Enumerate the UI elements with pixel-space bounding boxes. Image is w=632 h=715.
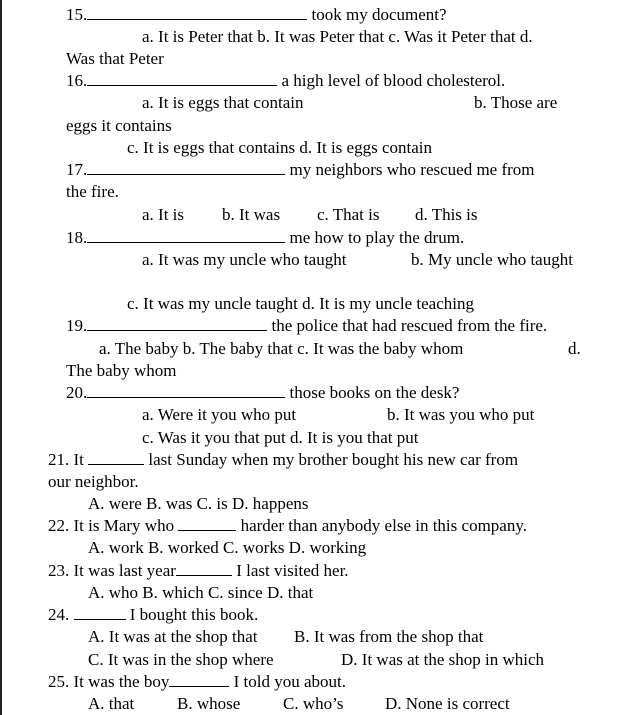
question-23-stem: I last visited her. (236, 561, 349, 580)
question-19-number: 19. (66, 316, 88, 335)
question-18-option-b: b. My uncle who taught (411, 250, 573, 269)
answer-blank (74, 605, 126, 620)
question-25-option-d: D. None is correct (385, 694, 510, 713)
question-17-option-c: c. That is (317, 205, 380, 224)
answer-blank (87, 5, 307, 20)
question-21-line (48, 450, 518, 470)
question-24-option-d: D. It was at the shop in which (341, 650, 545, 669)
question-20-stem: those books on the desk? (289, 383, 460, 402)
question-20-option-b: b. It was you who put (387, 405, 535, 424)
question-21-stem-wrap: our neighbor. (48, 472, 139, 491)
question-15-options-wrap: Was that Peter (66, 49, 164, 68)
question-16-option-b: b. Those are (474, 93, 558, 112)
question-25-option-c: C. who’s (283, 694, 344, 713)
question-16-option-a: a. It is eggs that contain (142, 93, 304, 112)
question-25-stem: I told you about. (233, 672, 346, 691)
question-18-option-a: a. It was my uncle who taught (142, 250, 347, 269)
answer-blank (87, 160, 285, 175)
question-21-options: A. were B. was C. is D. happens (88, 494, 309, 513)
question-22-prefix: 22. It is Mary who (48, 516, 175, 535)
question-24-stem: I bought this book. (129, 605, 259, 624)
answer-blank (88, 450, 144, 465)
question-25-prefix: 25. It was the boy (48, 672, 170, 691)
question-15-options: a. It is Peter that b. It was Peter that c. Was it Peter that d. (142, 27, 533, 46)
question-24-number: 24. (48, 605, 70, 624)
question-22-options: A. work B. worked C. works D. working (88, 538, 367, 557)
question-22-stem: harder than anybody else in this company. (240, 516, 527, 535)
question-24-option-a: A. It was at the shop that (88, 627, 258, 646)
question-17-line (66, 160, 535, 180)
question-16-number: 16. (66, 71, 88, 90)
question-22-line (48, 516, 527, 536)
question-16-options-cd: c. It is eggs that contains d. It is eggs contain (127, 138, 432, 157)
question-24-option-c: C. It was in the shop where (88, 650, 274, 669)
question-21-prefix: 21. It (48, 450, 84, 469)
question-18-number: 18. (66, 228, 88, 247)
question-19-options: a. The baby b. The baby that c. It was the baby whom (99, 339, 464, 358)
question-16-option-b-wrap: eggs it contains (66, 116, 172, 135)
question-23-options: A. who B. which C. since D. that (88, 583, 314, 602)
answer-blank (178, 516, 236, 531)
question-15-stem: took my document? (311, 5, 447, 24)
question-19-stem: the police that had rescued from the fire. (271, 316, 548, 335)
question-19-line (66, 316, 547, 336)
answer-blank (87, 383, 285, 398)
question-17-number: 17. (66, 160, 88, 179)
question-18-options-cd: c. It was my uncle taught d. It is my uncle teaching (127, 294, 474, 313)
question-20-number: 20. (66, 383, 88, 402)
question-23-line (48, 561, 349, 581)
answer-blank (169, 672, 229, 687)
question-25-line (48, 672, 346, 692)
question-16-stem: a high level of blood cholesterol. (281, 71, 506, 90)
question-19-option-d: d. (568, 339, 581, 358)
question-16-line (66, 71, 505, 91)
question-18-stem: me how to play the drum. (289, 228, 465, 247)
answer-blank (87, 316, 267, 331)
question-20-option-a: a. Were it you who put (142, 405, 297, 424)
question-25-option-b: B. whose (177, 694, 241, 713)
question-15-line (66, 5, 447, 25)
answer-blank (87, 228, 285, 243)
question-20-line (66, 383, 459, 403)
question-17-option-b: b. It was (222, 205, 281, 224)
question-23-prefix: 23. It was last year (48, 561, 176, 580)
question-24-option-b: B. It was from the shop that (294, 627, 484, 646)
question-19-options-wrap: The baby whom (66, 361, 177, 380)
question-20-options-cd: c. Was it you that put d. It is you that put (142, 428, 419, 447)
question-17-stem: my neighbors who rescued me from (289, 160, 535, 179)
question-25-option-a: A. that (88, 694, 135, 713)
question-17-option-d: d. This is (415, 205, 478, 224)
question-17-stem-wrap: the fire. (66, 182, 119, 201)
answer-blank (87, 71, 277, 86)
question-15-number: 15. (66, 5, 88, 24)
question-21-stem: last Sunday when my brother bought his new car from (148, 450, 519, 469)
question-24-line (48, 605, 258, 625)
answer-blank (176, 561, 232, 576)
question-18-line (66, 228, 464, 248)
question-17-option-a: a. It is (142, 205, 185, 224)
